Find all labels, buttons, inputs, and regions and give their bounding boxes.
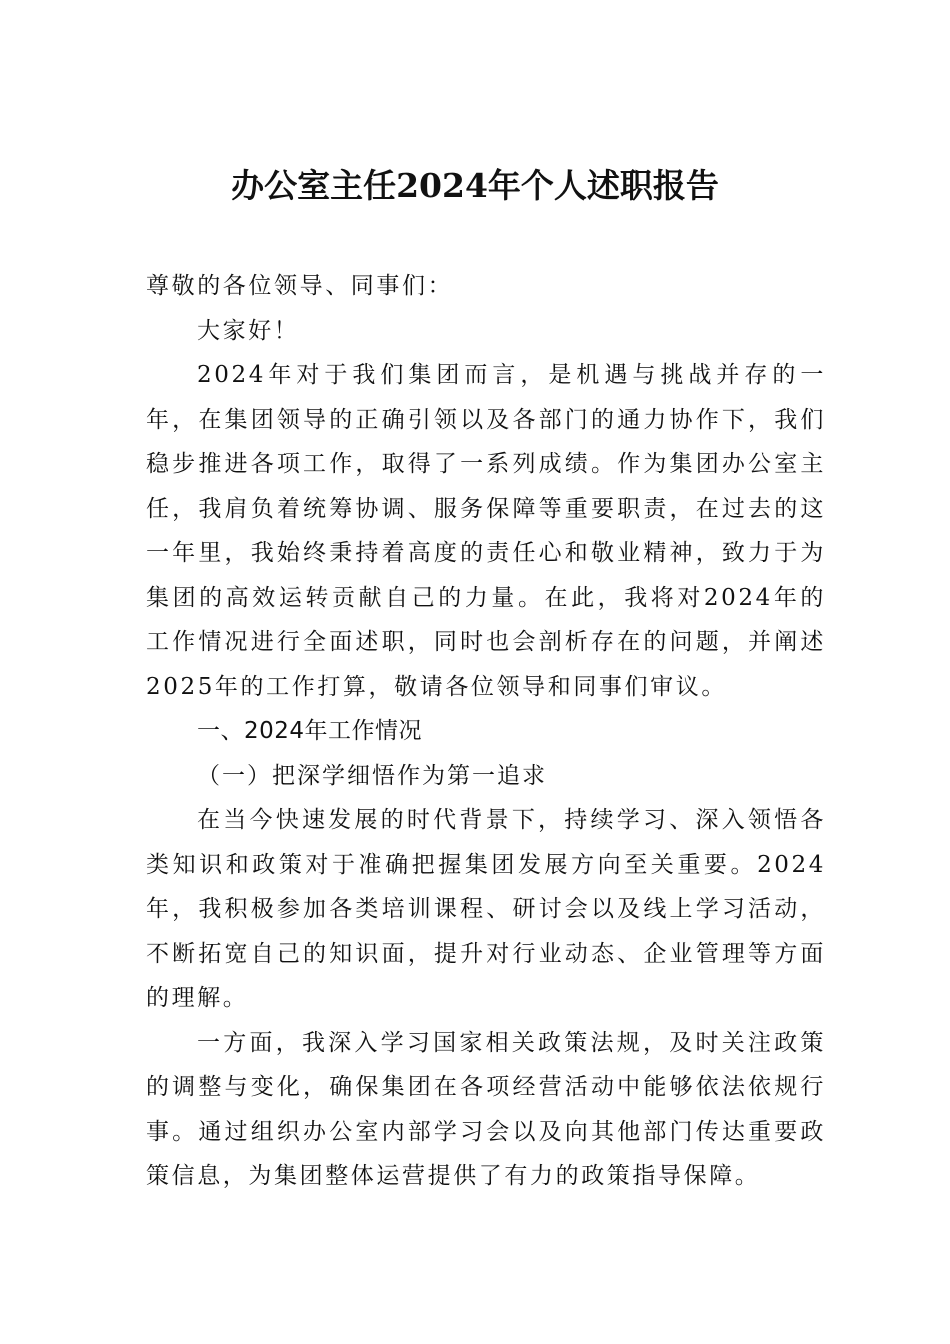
section-heading: 一、2024年工作情况: [197, 718, 423, 744]
salutation: 尊敬的各位领导、同事们：: [146, 273, 454, 299]
subsection-heading: （一）把深学细悟作为第一追求: [197, 762, 547, 789]
greeting: 大家好！: [197, 317, 300, 344]
body-paragraph: 在当今快速发展的时代背景下，持续学习、深入领悟各类知识和政策对于准确把握集团发展方向至关重要。2024年，我积极参加各类培训课程、研讨会以及线上学习活动，不断拓宽自己的知识面，提升对行业动态、企业管理等方面的理解。: [146, 807, 826, 1011]
document-body: [146, 264, 826, 1199]
document-title: 办公室主任2024年个人述职报告: [231, 166, 719, 205]
intro-paragraph: 2024年对于我们集团而言，是机遇与挑战并存的一年，在集团领导的正确引领以及各部门的通力协作下，我们稳步推进各项工作，取得了一系列成绩。作为集团办公室主任，我肩负着统筹协调、服务保障等重要职责，在过去的这一年里，我始终秉持着高度的责任心和敬业精神，致力于为集团的高效运转贡献自己的力量。在此，我将对2024年的工作情况进行全面述职，同时也会剖析存在的问题，并阐述2025年的工作打算，敬请各位领导和同事们审议。: [146, 362, 826, 700]
body-paragraph: 一方面，我深入学习国家相关政策法规，及时关注政策的调整与变化，确保集团在各项经营活动中能够依法依规行事。通过组织办公室内部学习会以及向其他部门传达重要政策信息，为集团整体运营提供了有力的政策指导保障。: [146, 1029, 826, 1189]
